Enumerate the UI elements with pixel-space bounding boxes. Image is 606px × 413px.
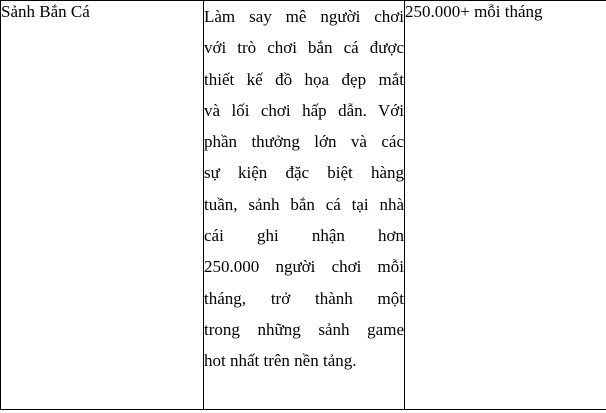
description-line: phần thưởng lớn và các: [204, 132, 404, 152]
cell-lobby-name: [1, 1, 204, 410]
description-line: trong những sảnh game: [204, 319, 404, 339]
cell-player-count: [405, 1, 606, 410]
description-line: và lối chơi hấp dẫn. Với: [204, 100, 404, 120]
player-count-text: 250.000+ mỗi tháng: [405, 2, 543, 21]
description-line: hot nhất trên nền tảng.: [204, 351, 357, 371]
description-line: thiết kế đồ họa đẹp mắt: [204, 69, 404, 89]
cell-description: [204, 1, 405, 410]
description-line: tháng, trở thành một: [204, 288, 404, 308]
description-line: tuần, sảnh bắn cá tại nhà: [204, 194, 404, 214]
description-line: Làm say mê người chơi: [204, 7, 404, 26]
description-line: với trò chơi bắn cá được: [204, 38, 404, 58]
lobby-name-text: Sảnh Bắn Cá: [1, 2, 90, 21]
description-line: sự kiện đặc biệt hàng: [204, 163, 404, 183]
table-row: [1, 1, 606, 410]
description-line: 250.000 người chơi mỗi: [204, 257, 404, 277]
description-line: cái ghi nhận hơn: [204, 226, 404, 246]
